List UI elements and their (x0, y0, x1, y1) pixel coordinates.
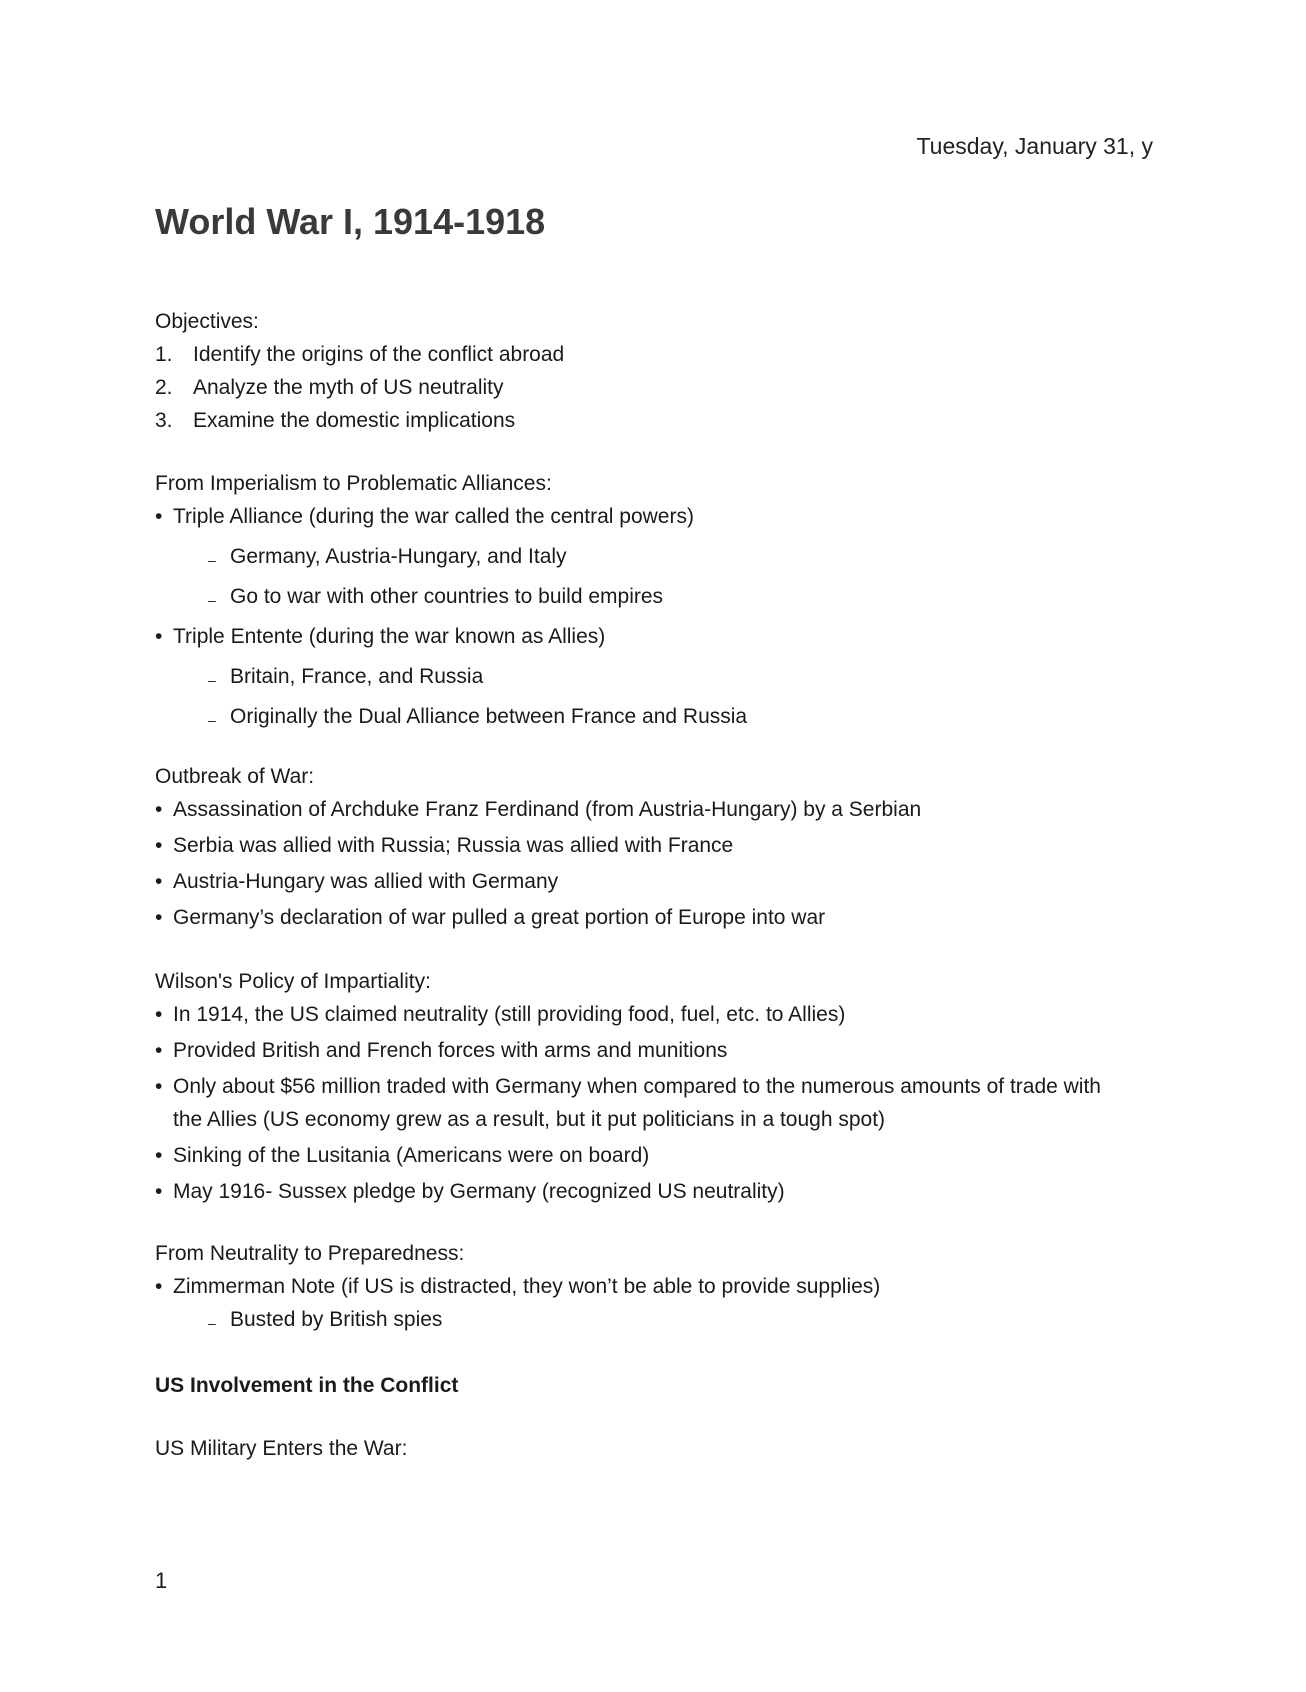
bullet-icon: • (155, 505, 163, 528)
sub-list-item (208, 540, 1155, 573)
bullet-icon: • (155, 1180, 163, 1203)
dash-icon: – (208, 672, 216, 688)
list-item (155, 404, 1155, 437)
wilson-heading: Wilson's Policy of Impartiality: (155, 970, 431, 993)
item-text: Provided British and French forces with arms and munitions (173, 1039, 728, 1062)
list-item (155, 1070, 1113, 1136)
bullet-icon: • (155, 1003, 163, 1026)
sub-list-item (208, 580, 1155, 613)
bullet-icon: • (155, 1275, 163, 1298)
military-heading: US Military Enters the War: (155, 1437, 408, 1460)
item-number: 1. (155, 343, 173, 366)
list-item (155, 1270, 1155, 1336)
item-text: Austria-Hungary was allied with Germany (173, 870, 559, 893)
bullet-icon: • (155, 906, 163, 929)
sub-list (173, 540, 1155, 613)
list-item (155, 1175, 1155, 1208)
item-number: 3. (155, 409, 173, 432)
list-item (155, 829, 1155, 862)
list-item (155, 901, 1155, 934)
item-text: Busted by British spies (230, 1308, 443, 1331)
list-item (155, 1139, 1155, 1172)
item-text: Identify the origins of the conflict abroad (193, 343, 565, 366)
preparedness-heading: From Neutrality to Preparedness: (155, 1242, 465, 1265)
item-text: Go to war with other countries to build empires (230, 585, 664, 608)
bullet-icon: • (155, 1075, 163, 1098)
item-text: Triple Entente (during the war known as Allies) (173, 625, 606, 648)
list-item (155, 998, 1155, 1031)
date: Tuesday, January 31, y (916, 133, 1153, 159)
list-item (155, 865, 1155, 898)
item-text: Britain, France, and Russia (230, 665, 484, 688)
item-number: 2. (155, 376, 173, 399)
item-text: Analyze the myth of US neutrality (193, 376, 504, 399)
sub-list (173, 660, 1155, 733)
item-text: Triple Alliance (during the war called the central powers) (173, 505, 694, 528)
list-item (155, 338, 1155, 371)
outbreak-heading: Outbreak of War: (155, 765, 315, 788)
sub-list-item (208, 1303, 1155, 1336)
page-title: World War I, 1914-1918 (155, 201, 546, 242)
item-text: Sinking of the Lusitania (Americans were on board) (173, 1144, 650, 1167)
objectives-list (155, 338, 1155, 437)
preparedness-list (155, 1270, 1155, 1336)
list-item (155, 500, 1155, 613)
item-text: May 1916- Sussex pledge by Germany (recognized US neutrality) (173, 1180, 785, 1203)
involvement-heading: US Involvement in the Conflict (155, 1374, 459, 1397)
dash-icon: – (208, 592, 216, 608)
bullet-icon: • (155, 1039, 163, 1062)
item-text: Germany’s declaration of war pulled a great portion of Europe into war (173, 906, 826, 929)
dash-icon: – (208, 1315, 216, 1331)
wilson-list (155, 998, 1155, 1208)
sub-list (173, 1303, 1155, 1336)
bullet-icon: • (155, 1144, 163, 1167)
list-item (155, 620, 1155, 733)
alliances-list (155, 500, 1155, 733)
document-body (155, 305, 1155, 1465)
list-item (155, 371, 1155, 404)
item-text: Germany, Austria-Hungary, and Italy (230, 545, 567, 568)
sub-list-item (208, 660, 1155, 693)
outbreak-list (155, 793, 1155, 934)
item-text: Serbia was allied with Russia; Russia was allied with France (173, 834, 734, 857)
alliances-heading: From Imperialism to Problematic Alliances: (155, 472, 552, 495)
bullet-icon: • (155, 798, 163, 821)
item-text: In 1914, the US claimed neutrality (still providing food, fuel, etc. to Allies) (173, 1003, 846, 1026)
item-text: Originally the Dual Alliance between France and Russia (230, 705, 748, 728)
item-text: Assassination of Archduke Franz Ferdinand (from Austria-Hungary) by a Serbian (173, 798, 922, 821)
item-text: Only about $56 million traded with Germany when compared to the numerous amounts of trade with the Allies (US economy grew as a result, but it put politicians in a tough spot) (173, 1075, 1101, 1131)
dash-icon: – (208, 552, 216, 568)
bullet-icon: • (155, 834, 163, 857)
bullet-icon: • (155, 625, 163, 648)
dash-icon: – (208, 712, 216, 728)
item-text: Examine the domestic implications (193, 409, 516, 432)
list-item (155, 1034, 1155, 1067)
list-item (155, 793, 1155, 826)
page-number: 1 (155, 1568, 168, 1593)
bullet-icon: • (155, 870, 163, 893)
objectives-heading: Objectives: (155, 310, 259, 333)
item-text: Zimmerman Note (if US is distracted, they won’t be able to provide supplies) (173, 1275, 881, 1298)
sub-list-item (208, 700, 1155, 733)
